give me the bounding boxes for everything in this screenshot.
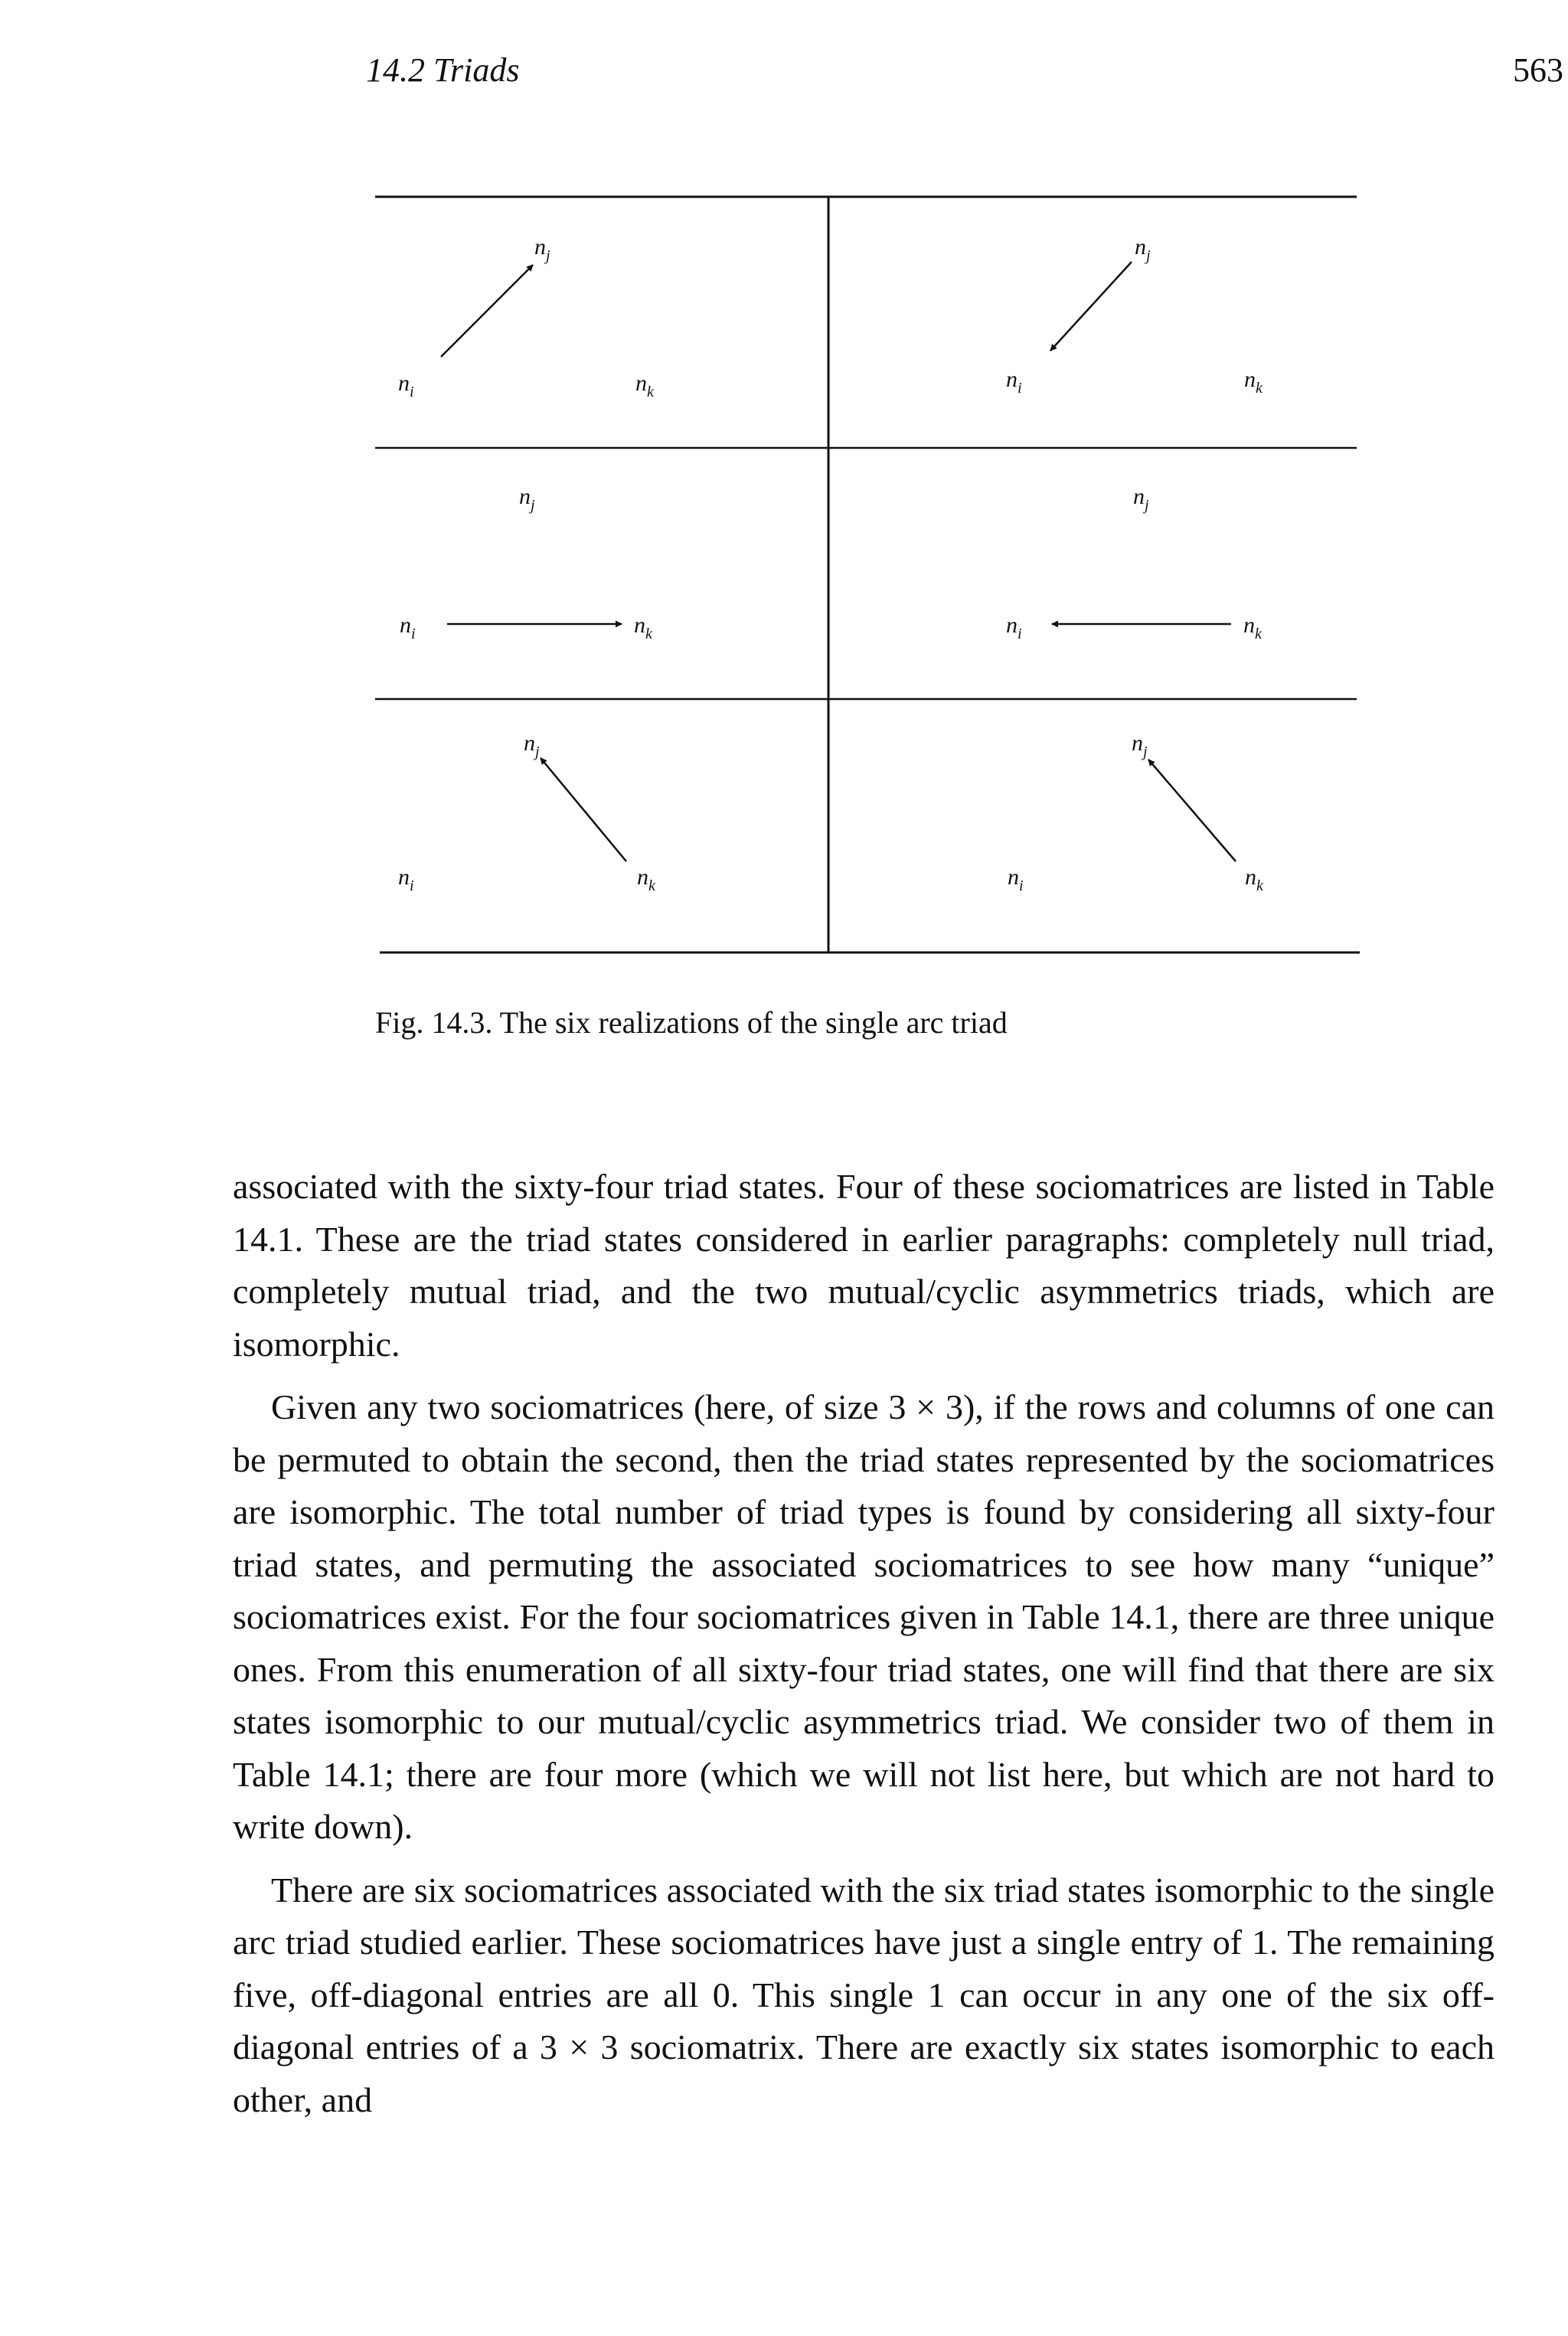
node-k-label: $n_k$ xyxy=(635,371,654,400)
figure-caption: Fig. 14.3. The six realizations of the single arc triad xyxy=(375,1005,1008,1040)
node-k-label: $n_k$ xyxy=(1245,864,1263,894)
triad-panel-6 xyxy=(1008,730,1264,894)
triad-panel-5 xyxy=(398,730,656,894)
node-i-label: $n_i$ xyxy=(398,371,414,400)
arc-arrow xyxy=(541,758,626,861)
node-j-label: $n_j$ xyxy=(1135,234,1151,264)
node-j-label: $n_j$ xyxy=(1133,484,1149,514)
triad-panel-3 xyxy=(400,484,653,642)
paragraph-2: Given any two sociomatrices (here, of size 3 × 3), if the rows and columns of one can be permuted to obtain the second, then the triad states represented by the sociomatrices are isomorphic. The total number of triad types is found by considering all sixty-four triad states, and permuting the associated sociomatrices to see how many “unique” sociomatrices exist. For the four sociomatrices given in Table 14.1, there are three unique ones. From this enumeration of all sixty-four triad states, one will find that there are six states isomorphic to our mutual/cyclic asymmetrics triad. We consider two of them in Table 14.1; there are four more (which we will not list here, but which are not hard to write down). xyxy=(233,1387,1494,1846)
triad-diagram xyxy=(0,0,1568,995)
paragraph-1: associated with the sixty-four triad states. Four of these sociomatrices are listed in Table 14.1. These are the triad states considered in earlier paragraphs: completely null triad, completely mutual triad, and the two mutual/cyclic asymmetrics triads, which are isomorphic. xyxy=(233,1167,1494,1364)
node-j-label: $n_j$ xyxy=(1132,730,1148,760)
arc-arrow xyxy=(1050,262,1132,351)
node-k-label: $n_k$ xyxy=(634,613,652,642)
node-i-label: $n_i$ xyxy=(398,864,414,894)
triad-panel-1 xyxy=(398,234,655,400)
node-k-label: $n_k$ xyxy=(1244,367,1263,397)
node-j-label: $n_j$ xyxy=(534,234,550,264)
body-text xyxy=(233,1161,1494,2126)
arc-arrow xyxy=(1148,760,1236,861)
figure-14-3 xyxy=(0,0,1568,995)
paragraph-3: There are six sociomatrices associated with the six triad states isomorphic to the single arc triad studied earlier. These sociomatrices have just a single entry of 1. The remaining five, off-diagonal entries are all 0. This single 1 can occur in any one of the six off-diagonal entries of a 3 × 3 sociomatrix. There are exactly six states isomorphic to each other, and xyxy=(233,1870,1494,2119)
running-title: 14.2 Triads xyxy=(366,51,520,89)
node-k-label: $n_k$ xyxy=(1243,613,1262,642)
node-i-label: $n_i$ xyxy=(400,613,416,642)
arc-arrow xyxy=(441,265,533,357)
node-k-label: $n_k$ xyxy=(637,864,655,894)
triad-panel-4 xyxy=(1006,484,1263,642)
node-j-label: $n_j$ xyxy=(519,484,535,514)
triad-panel-2 xyxy=(1006,234,1263,397)
node-j-label: $n_j$ xyxy=(524,730,540,760)
node-i-label: $n_i$ xyxy=(1006,367,1022,397)
node-i-label: $n_i$ xyxy=(1008,864,1024,894)
page-number: 563 xyxy=(1513,51,1563,89)
node-i-label: $n_i$ xyxy=(1006,613,1022,642)
